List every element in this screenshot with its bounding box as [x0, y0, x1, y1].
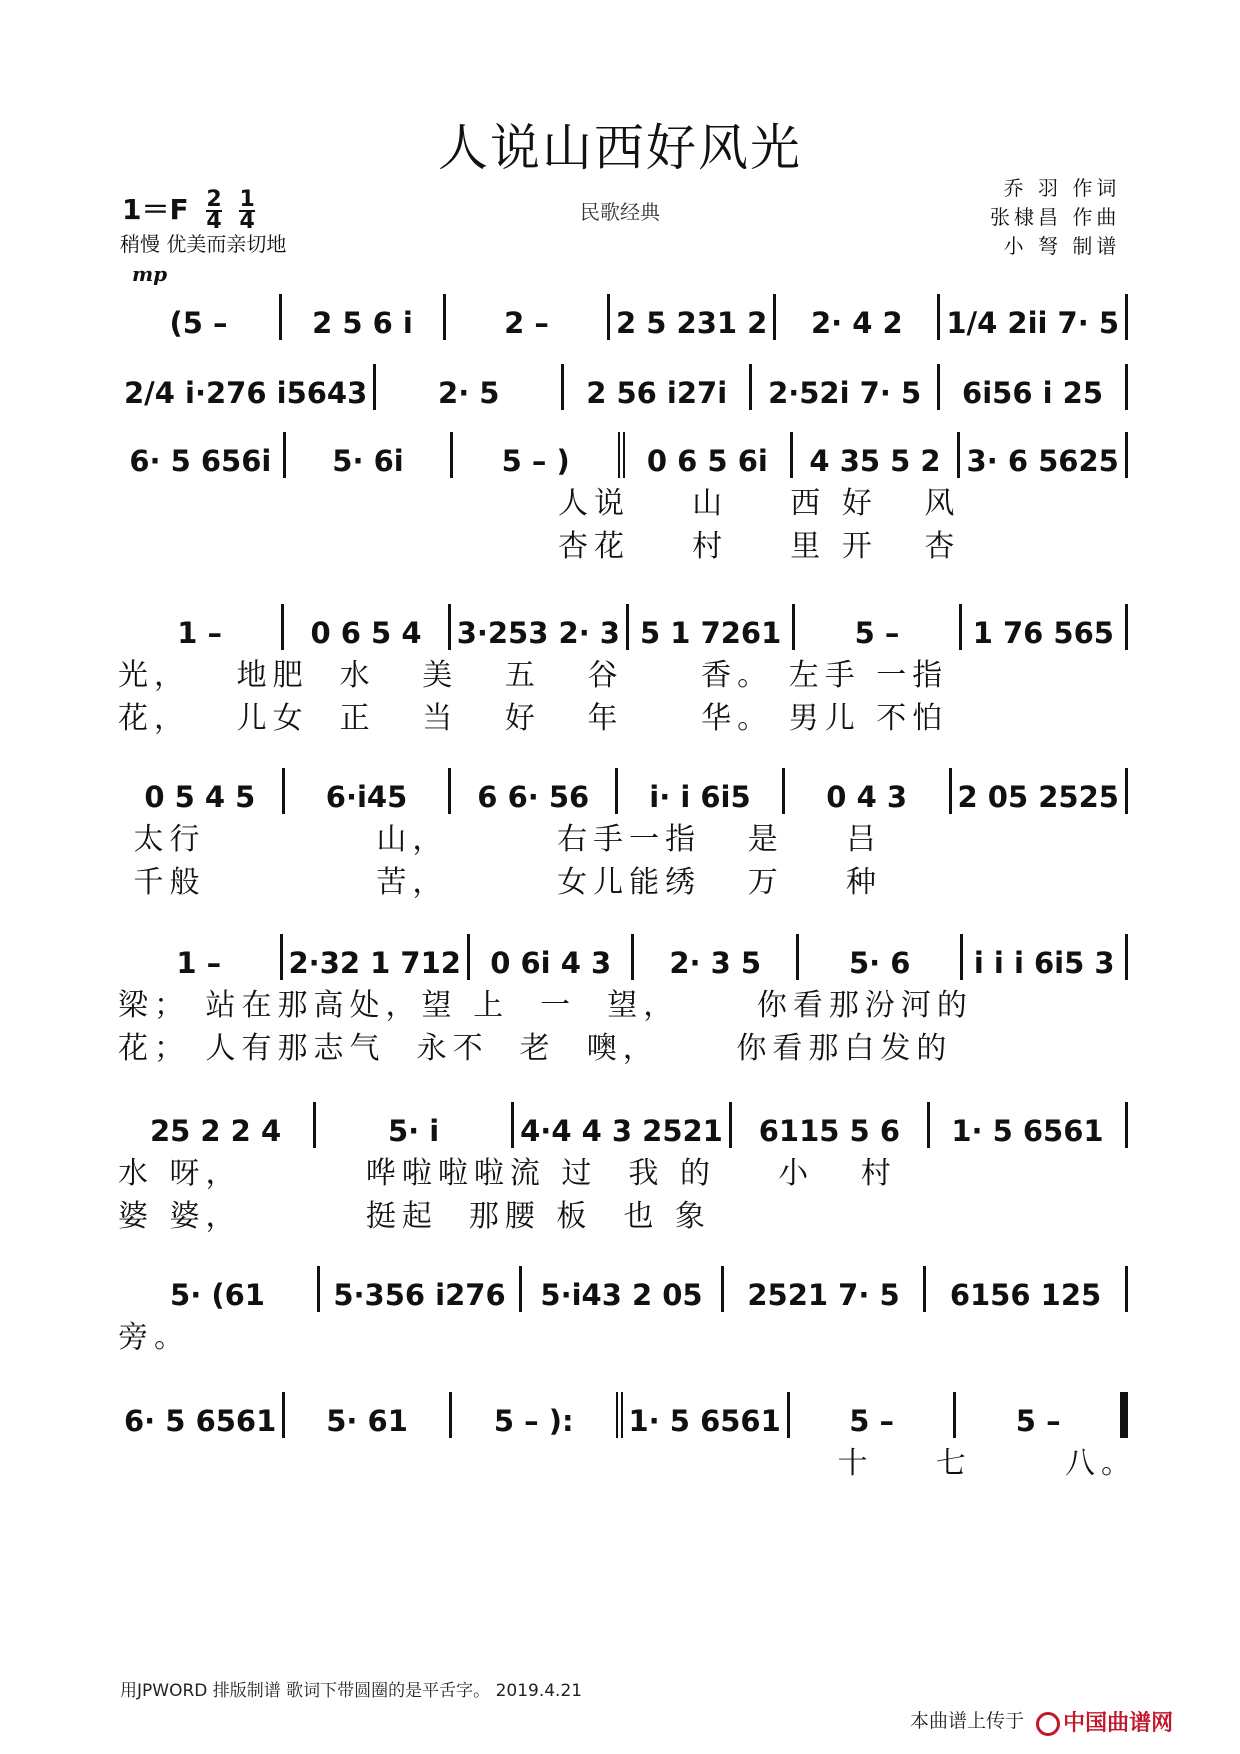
measure-notes: 0 5 4 5 [144, 780, 256, 814]
measure-notes: 2· 3 5 [669, 946, 762, 980]
lyric-line: 千般 苦， 女儿能绣 万 种 [118, 865, 882, 900]
measure [470, 934, 635, 980]
credit-composer: 张棣昌 作曲 [990, 205, 1121, 229]
upload-text: 本曲谱上传于 [910, 1710, 1025, 1732]
measure [940, 364, 1128, 410]
notation-row [118, 1262, 1128, 1312]
credits [990, 174, 1120, 261]
notation-row [118, 290, 1128, 340]
measure [732, 1102, 930, 1148]
measure [286, 432, 454, 478]
lyric-line: 梁； 站在那高处，望 上 一 望， 你看那汾河的 [118, 988, 973, 1023]
measure-notes: 5·i43 2 05 [540, 1278, 703, 1312]
measure-notes: 4 35 5 2 [809, 444, 941, 478]
score-system [118, 930, 1128, 1066]
key-signature [122, 188, 255, 232]
measure [926, 1266, 1128, 1312]
measure-notes: 2 – [504, 306, 549, 340]
measure [752, 364, 940, 410]
measure [118, 1392, 285, 1438]
measure-notes: 3· 6 5625 [966, 444, 1119, 478]
score-system [118, 1388, 1138, 1481]
score-system [118, 428, 1128, 564]
measure [956, 1392, 1128, 1438]
measure [960, 432, 1128, 478]
measure [282, 294, 446, 340]
site-logo [1036, 1706, 1173, 1737]
credit-arranger: 小 弩 制谱 [1003, 234, 1121, 258]
measure [785, 768, 952, 814]
measure [629, 604, 795, 650]
measure [118, 768, 285, 814]
measure [118, 1266, 320, 1312]
measure-notes: 2 05 2525 [957, 780, 1119, 814]
lyric-line: 婆 婆， 挺起 那腰 板 也 象 [118, 1199, 712, 1234]
upload-credit [910, 1706, 1173, 1737]
measure-notes: 5· (61 [170, 1278, 265, 1312]
measure [451, 604, 629, 650]
measure [634, 934, 799, 980]
notation-row [118, 360, 1128, 410]
measure-notes: 2·32 1 712 [288, 946, 461, 980]
site-brand-1: 中国 [1063, 1711, 1108, 1736]
measure-notes: 5 – ): [493, 1404, 574, 1438]
site-logo-icon [1036, 1712, 1060, 1736]
dynamic-marking: mp [132, 262, 168, 286]
measure-notes: i· i 6i5 [649, 780, 751, 814]
measure-notes: 5 1 7261 [640, 616, 782, 650]
measure [285, 1392, 452, 1438]
measure [320, 1266, 522, 1312]
measure-notes: 1/4 2ii 7· 5 [946, 306, 1120, 340]
measure [283, 934, 470, 980]
measure-notes: (5 – [169, 306, 228, 340]
measure-notes: 1· 5 6561 [951, 1114, 1104, 1148]
measure [776, 294, 940, 340]
measure-notes: 2· 4 2 [810, 306, 903, 340]
measure-notes: 6115 5 6 [758, 1114, 901, 1148]
measure-notes: 6·i45 [325, 780, 408, 814]
measure [795, 604, 961, 650]
footnote: 用JPWORD 排版制谱 歌词下带圆圈的是平舌字。 2019.4.21 [120, 1681, 583, 1701]
measure-notes: 5·356 i276 [333, 1278, 506, 1312]
measure-notes: 1 – [176, 946, 222, 980]
measure-notes: 1· 5 6561 [628, 1404, 781, 1438]
measure-notes: 0 4 3 [826, 780, 908, 814]
measure-notes: 1 76 565 [972, 616, 1114, 650]
notation-row [118, 1098, 1128, 1148]
measure [453, 432, 625, 478]
time-signature-2: $\frac{1}{4}$ [239, 187, 255, 234]
measure-notes: 5 – [854, 616, 900, 650]
notation-row [118, 1388, 1128, 1438]
measure [618, 768, 785, 814]
measure [625, 432, 793, 478]
measure [285, 768, 452, 814]
measure-notes: 25 2 2 4 [149, 1114, 282, 1148]
measure-notes: 5· i [387, 1114, 440, 1148]
notation-row [118, 428, 1128, 478]
measure [118, 604, 284, 650]
lyric-line: 太行 山， 右手一指 是 吕 [118, 822, 882, 857]
measure-notes: 0 6i 4 3 [490, 946, 612, 980]
measure-notes: 2 56 i27i [586, 376, 728, 410]
measure [610, 294, 776, 340]
tempo-marking: 稍慢 优美而亲切地 [120, 232, 287, 256]
score-system [118, 600, 1128, 736]
score-system [118, 290, 1128, 340]
score-system [118, 360, 1128, 410]
measure [952, 768, 1128, 814]
measure-notes: 5 – [1015, 1404, 1061, 1438]
measure-notes: 6156 125 [949, 1278, 1102, 1312]
measure-notes: 5 – ) [501, 444, 570, 478]
measure-notes: 6i56 i 25 [962, 376, 1103, 410]
measure [118, 1102, 316, 1148]
measure [724, 1266, 926, 1312]
score-system [118, 764, 1128, 900]
measure [118, 294, 282, 340]
measure-notes: 5· 61 [326, 1404, 408, 1438]
page-subtitle: 民歌经典 [580, 200, 660, 224]
measure [940, 294, 1128, 340]
lyric-line: 十 七 八。 [558, 1446, 1138, 1481]
measure [564, 364, 752, 410]
measure-notes: 6 6· 56 [477, 780, 590, 814]
measure-notes: 2 5 6 i [312, 306, 413, 340]
measure-notes: 2/4 i·276 i5643 [124, 376, 368, 410]
measure [930, 1102, 1128, 1148]
time-signature-1: $\frac{2}{4}$ [206, 187, 222, 234]
measure [284, 604, 450, 650]
key-label: 1＝F [122, 193, 189, 226]
site-brand-2: 曲谱网 [1107, 1711, 1174, 1736]
measure [514, 1102, 732, 1148]
page-title: 人说山西好风光 [438, 119, 802, 177]
measure-notes: 0 6 5 6i [646, 444, 768, 478]
measure [962, 604, 1128, 650]
measure-notes: 5 – [849, 1404, 894, 1438]
measure [793, 432, 961, 478]
measure [799, 934, 964, 980]
measure-notes: 5· 6 [848, 946, 911, 980]
measure [451, 768, 618, 814]
measure [118, 432, 286, 478]
measure-notes: i i i 6i5 3 [973, 946, 1115, 980]
measure-notes: 3·253 2· 3 [456, 616, 620, 650]
credit-lyricist: 乔 羽 作词 [1003, 176, 1121, 200]
lyric-line: 光， 地肥 水 美 五 谷 香。 左手 一指 [118, 658, 949, 693]
measure-notes: 5· 6i [332, 444, 404, 478]
measure [452, 1392, 623, 1438]
measure-notes: 2 5 231 2 [616, 306, 768, 340]
measure [623, 1392, 790, 1438]
measure-notes: 6· 5 6561 [124, 1404, 277, 1438]
measure [790, 1392, 957, 1438]
notation-row [118, 600, 1128, 650]
measure-notes: 2521 7· 5 [747, 1278, 900, 1312]
measure [522, 1266, 724, 1312]
lyric-line: 花； 人有那志气 永不 老 噢， 你看那白发的 [118, 1031, 953, 1066]
lyric-line: 杏花 村 里 开 杏 [558, 529, 961, 564]
notation-row [118, 764, 1128, 814]
measure-notes: 2· 5 [438, 376, 500, 410]
lyric-line: 水 呀， 哗啦啦啦流 过 我 的 小 村 [118, 1156, 897, 1191]
lyric-line: 人说 山 西 好 风 [558, 486, 961, 521]
measure [316, 1102, 514, 1148]
measure [376, 364, 564, 410]
measure-notes: 0 6 5 4 [310, 616, 422, 650]
measure-notes: 6· 5 656i [129, 444, 272, 478]
measure [118, 934, 283, 980]
notation-row [118, 930, 1128, 980]
lyric-line: 旁。 [118, 1320, 190, 1355]
measure [446, 294, 610, 340]
lyric-line: 花， 儿女 正 当 好 年 华。 男儿 不怕 [118, 701, 949, 736]
measure [118, 364, 376, 410]
measure [963, 934, 1128, 980]
measure-notes: 2·52i 7· 5 [768, 376, 922, 410]
measure-notes: 1 – [177, 616, 223, 650]
score-system [118, 1098, 1128, 1234]
score-system [118, 1262, 1128, 1355]
measure-notes: 4·4 4 3 2521 [520, 1114, 723, 1148]
